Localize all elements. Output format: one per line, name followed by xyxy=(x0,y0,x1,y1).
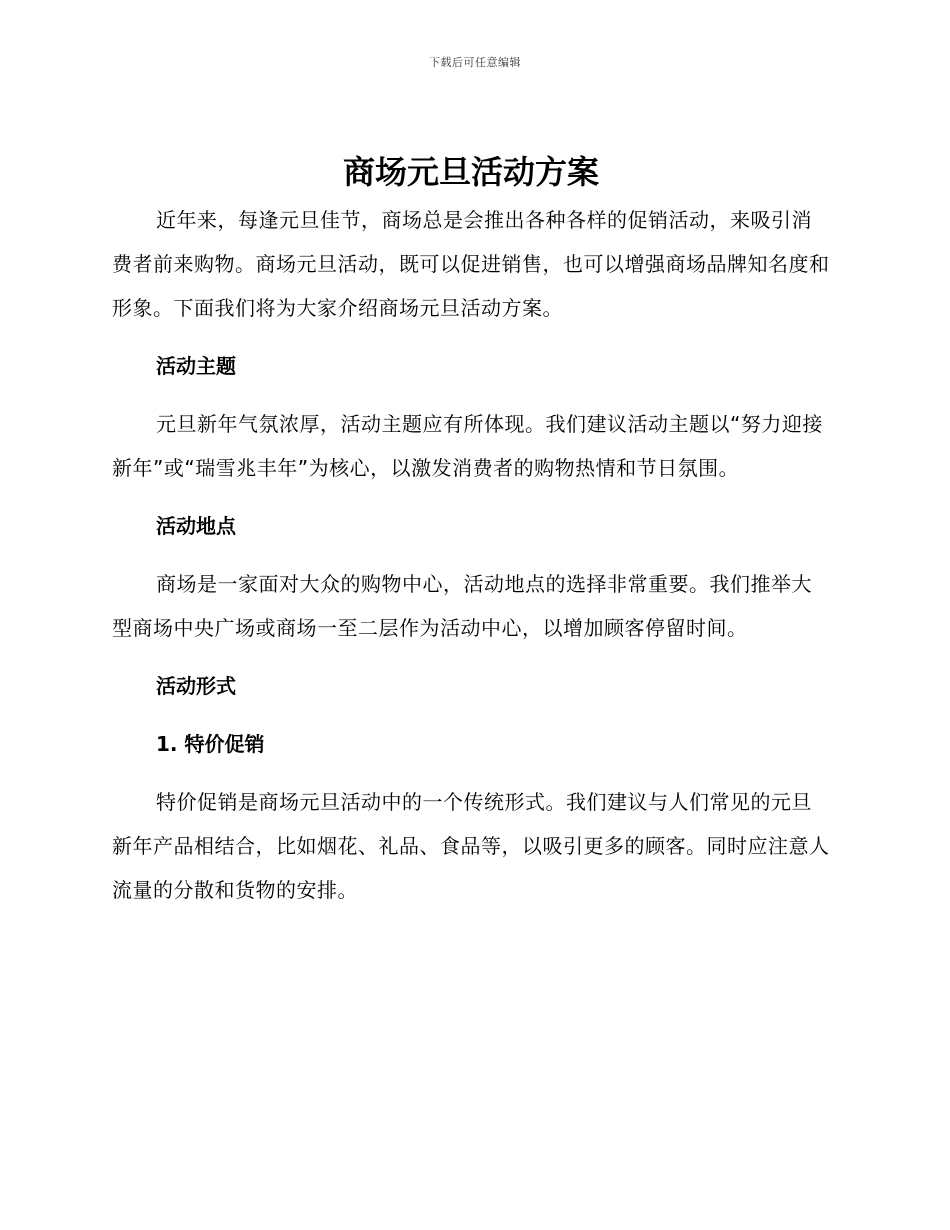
section-body-discount: 特价促销是商场元旦活动中的一个传统形式。我们建议与人们常见的元旦新年产品相结合，比如烟花、礼品、食品等，以吸引更多的顾客。同时应注意人流量的分散和货物的安排。 xyxy=(112,790,830,902)
subsection-heading-discount: 1. 特价促销 xyxy=(156,732,265,756)
section-heading-theme: 活动主题 xyxy=(156,354,236,378)
intro-paragraph: 近年来，每逢元旦佳节，商场总是会推出各种各样的促销活动，来吸引消费者前来购物。商场元旦活动，既可以促进销售，也可以增强商场品牌知名度和形象。下面我们将为大家介绍商场元旦活动方案。 xyxy=(112,208,830,320)
section-body-location: 商场是一家面对大众的购物中心，活动地点的选择非常重要。我们推举大型商场中央广场或商场一至二层作为活动中心，以增加顾客停留时间。 xyxy=(112,572,812,640)
section-heading-format: 活动形式 xyxy=(156,674,236,698)
document-title: 商场元旦活动方案 xyxy=(342,153,599,191)
section-heading-location: 活动地点 xyxy=(156,514,236,538)
section-body-theme: 元旦新年气氛浓厚，活动主题应有所体现。我们建议活动主题以“努力迎接新年”或“瑞雪兆丰年”为核心，以激发消费者的购物热情和节日氛围。 xyxy=(112,412,823,480)
page-header-note: 下载后可任意编辑 xyxy=(429,56,521,69)
document-body xyxy=(112,150,830,912)
